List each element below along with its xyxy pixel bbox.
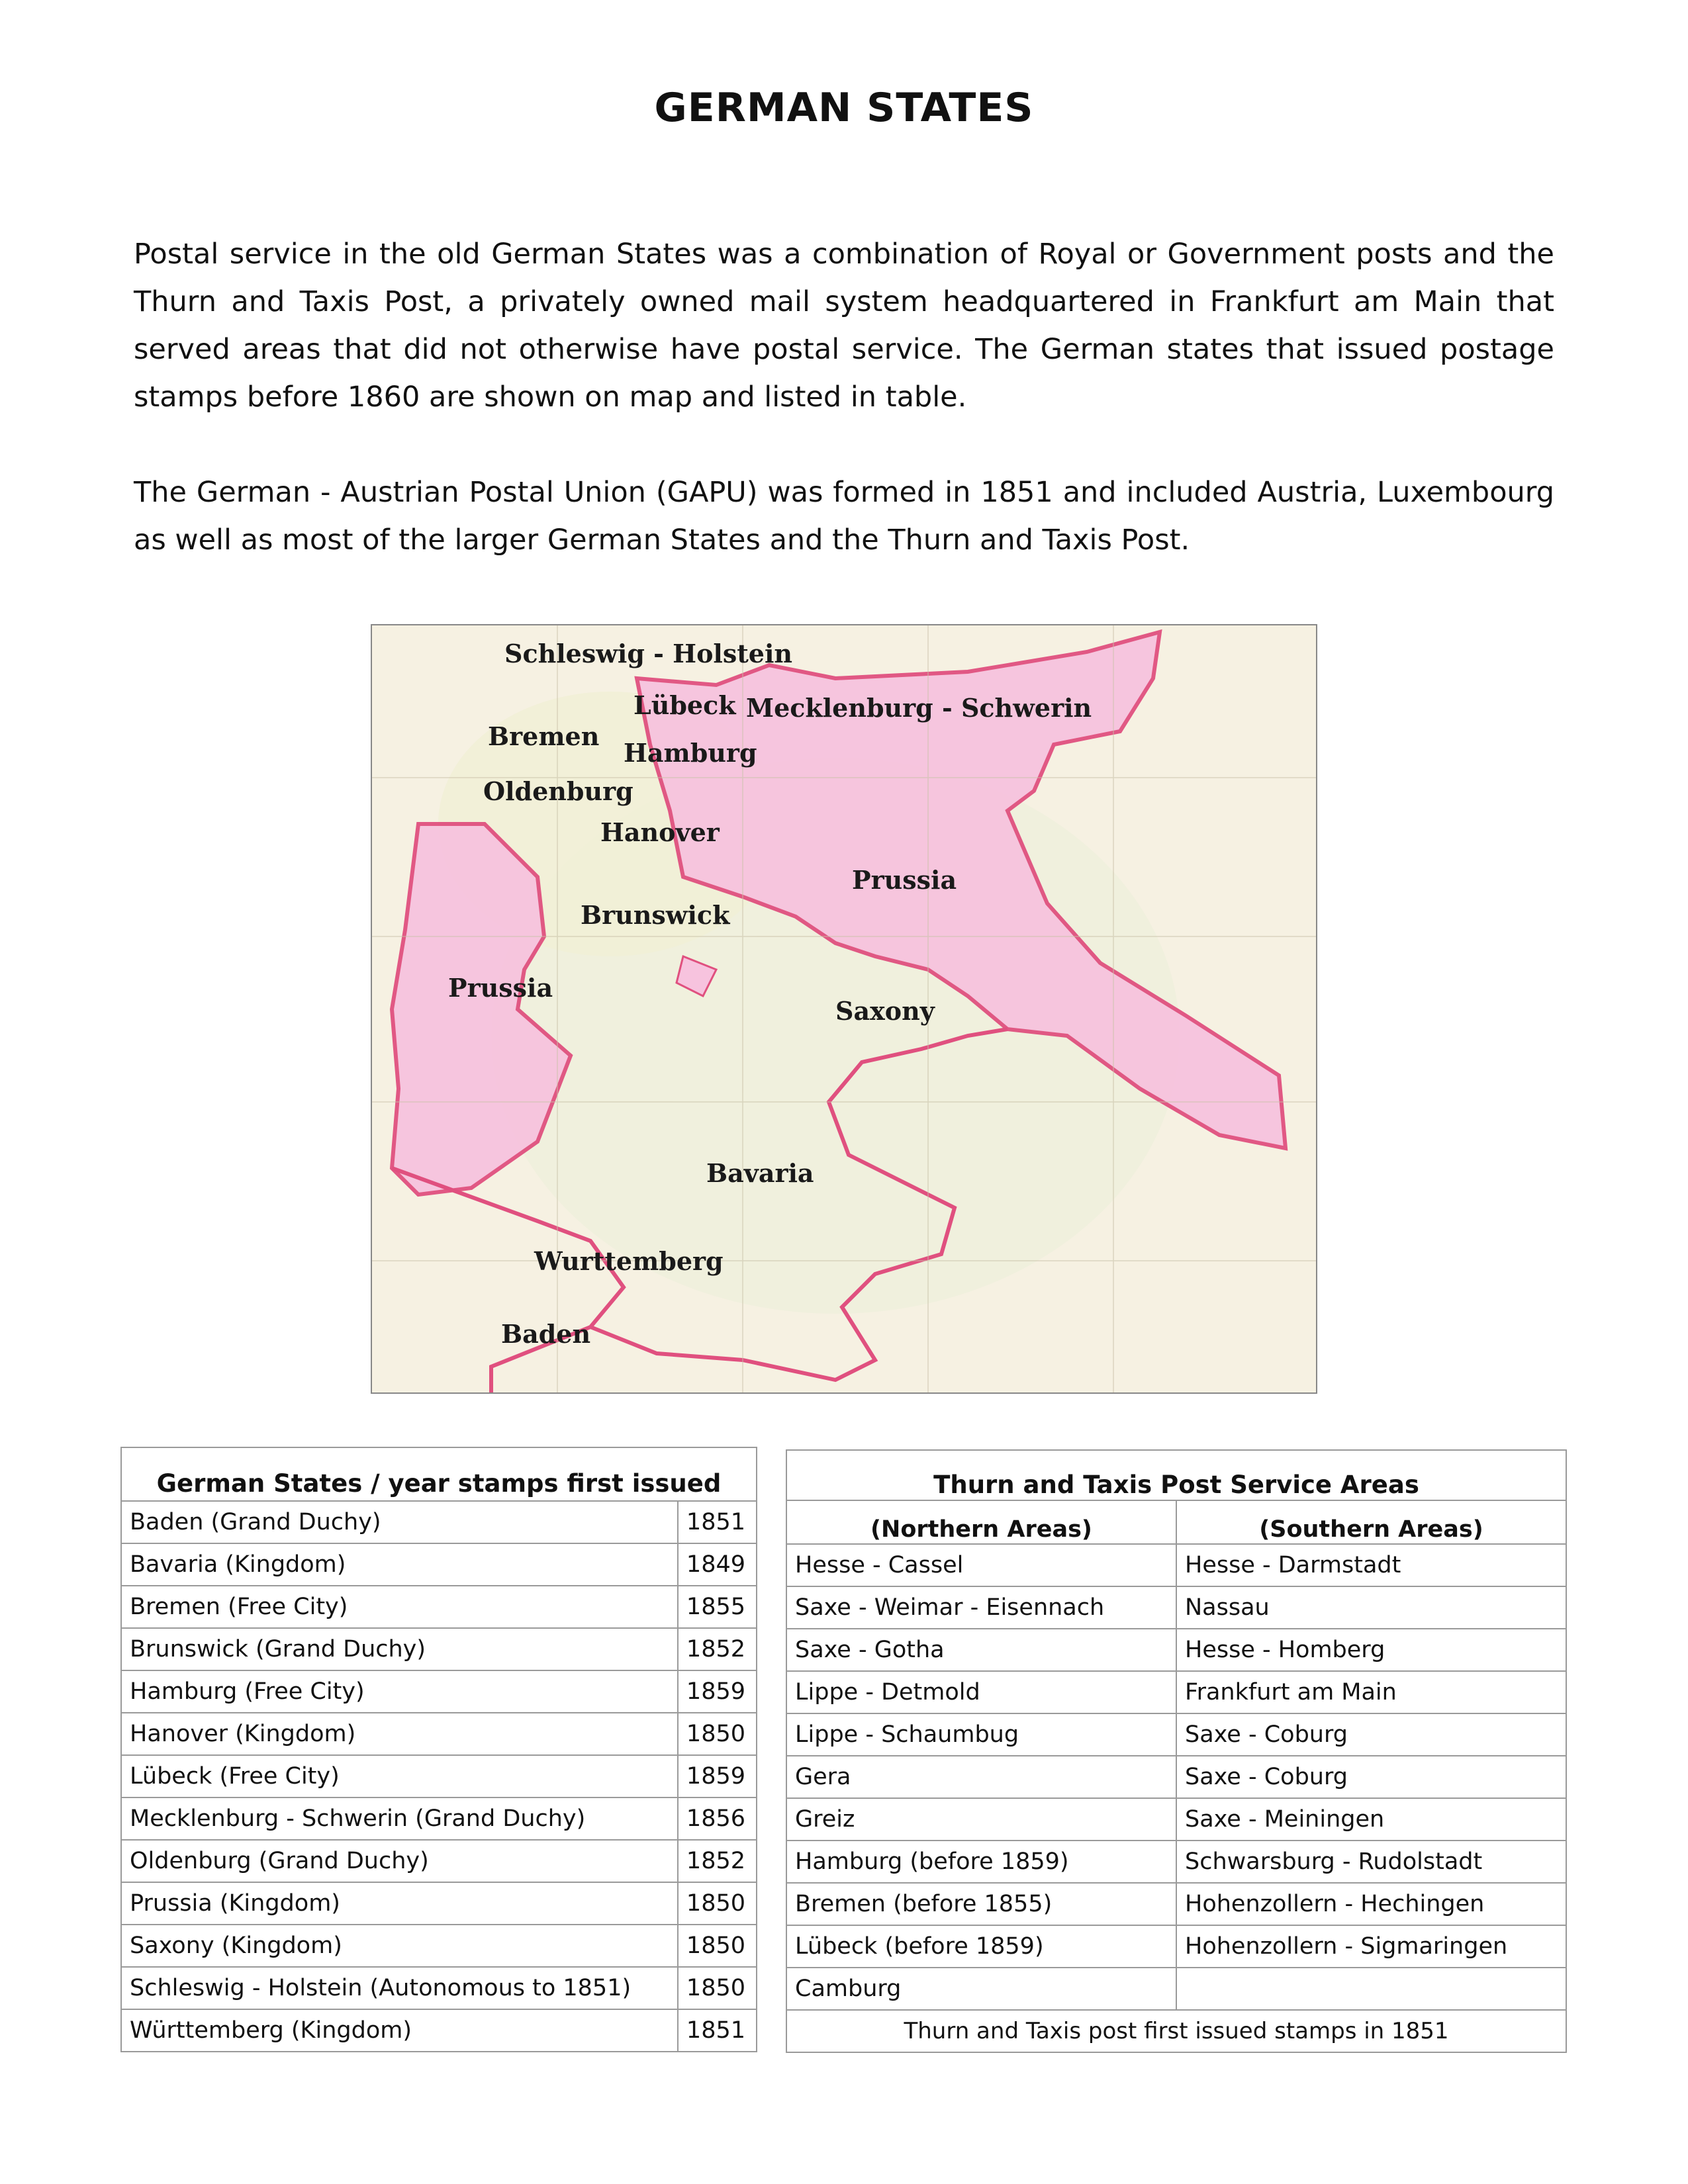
northern-area-cell: Saxe - Gotha [786, 1629, 1176, 1671]
states-table-body [121, 1501, 757, 2052]
table-row [121, 1967, 757, 2009]
state-year-cell: 1859 [678, 1755, 757, 1797]
northern-area-cell: Hesse - Cassel [786, 1544, 1176, 1586]
southern-area-cell: Saxe - Meiningen [1176, 1798, 1566, 1841]
map-label-brunswick: Brunswick [581, 900, 730, 930]
table-row [786, 1798, 1566, 1841]
state-name-cell: Württemberg (Kingdom) [121, 2009, 678, 2052]
northern-areas-header: (Northern Areas) [786, 1500, 1176, 1544]
northern-area-cell: Gera [786, 1756, 1176, 1798]
southern-area-cell: Hesse - Darmstadt [1176, 1544, 1566, 1586]
southern-areas-header: (Southern Areas) [1176, 1500, 1566, 1544]
state-year-cell: 1851 [678, 2009, 757, 2052]
state-year-cell: 1849 [678, 1543, 757, 1586]
table-row [121, 1670, 757, 1713]
thurn-table-body [786, 1544, 1566, 2010]
table-row [121, 1840, 757, 1882]
table-row [786, 1756, 1566, 1798]
thurn-table-header: Thurn and Taxis Post Service Areas [786, 1450, 1566, 1500]
state-year-cell: 1856 [678, 1797, 757, 1840]
state-name-cell: Saxony (Kingdom) [121, 1925, 678, 1967]
state-year-cell: 1855 [678, 1586, 757, 1628]
southern-area-cell: Nassau [1176, 1586, 1566, 1629]
german-states-map [371, 624, 1317, 1394]
state-name-cell: Baden (Grand Duchy) [121, 1501, 678, 1543]
table-row [121, 2009, 757, 2052]
table-row [121, 1797, 757, 1840]
map-label-hamburg: Hamburg [624, 738, 757, 768]
state-year-cell: 1851 [678, 1501, 757, 1543]
table-row [786, 1671, 1566, 1713]
southern-area-cell: Saxe - Coburg [1176, 1713, 1566, 1756]
table-row [121, 1882, 757, 1925]
table-row [786, 1629, 1566, 1671]
map-label-bremen: Bremen [488, 721, 600, 751]
state-year-cell: 1852 [678, 1840, 757, 1882]
map-label-prussia-west: Prussia [448, 973, 553, 1003]
state-name-cell: Lübeck (Free City) [121, 1755, 678, 1797]
german-states-table [120, 1447, 757, 2052]
map-label-mecklenburg: Mecklenburg - Schwerin [746, 693, 1092, 723]
state-name-cell: Schleswig - Holstein (Autonomous to 1851) [121, 1967, 678, 2009]
northern-area-cell: Saxe - Weimar - Eisennach [786, 1586, 1176, 1629]
table-row [121, 1628, 757, 1670]
northern-area-cell: Lübeck (before 1859) [786, 1925, 1176, 1968]
map-label-oldenburg: Oldenburg [483, 776, 633, 806]
southern-area-cell: Hesse - Homberg [1176, 1629, 1566, 1671]
table-row [121, 1713, 757, 1755]
state-name-cell: Bavaria (Kingdom) [121, 1543, 678, 1586]
table-row [121, 1755, 757, 1797]
state-year-cell: 1850 [678, 1882, 757, 1925]
southern-area-cell: Frankfurt am Main [1176, 1671, 1566, 1713]
southern-area-cell: Hohenzollern - Sigmaringen [1176, 1925, 1566, 1968]
table-row [121, 1501, 757, 1543]
table-row [786, 1841, 1566, 1883]
northern-area-cell: Lippe - Schaumbug [786, 1713, 1176, 1756]
northern-area-cell: Lippe - Detmold [786, 1671, 1176, 1713]
state-name-cell: Hamburg (Free City) [121, 1670, 678, 1713]
northern-area-cell: Greiz [786, 1798, 1176, 1841]
map-label-schleswig-holstein: Schleswig - Holstein [504, 639, 793, 668]
table-row [121, 1925, 757, 1967]
intro-paragraph: Postal service in the old German States was a combination of Royal or Government posts and the Thurn and Taxis Post, a privately owned mail system headquartered in Frankfurt am Main that served areas that did not otherwise have postal service. The German states that issued postage stamps before 1860 are shown on map and listed in table. [134, 238, 1554, 414]
state-name-cell: Mecklenburg - Schwerin (Grand Duchy) [121, 1797, 678, 1840]
northern-area-cell: Camburg [786, 1968, 1176, 2010]
table-row [786, 1713, 1566, 1756]
page-title: GERMAN STATES [654, 85, 1034, 131]
map-label-bavaria: Bavaria [706, 1158, 814, 1188]
map-label-lubeck: Lübeck [633, 690, 736, 720]
northern-area-cell: Hamburg (before 1859) [786, 1841, 1176, 1883]
table-row [121, 1543, 757, 1586]
table-row [786, 1544, 1566, 1586]
map-label-hanover: Hanover [600, 817, 720, 847]
state-year-cell: 1850 [678, 1967, 757, 2009]
state-name-cell: Oldenburg (Grand Duchy) [121, 1840, 678, 1882]
map-label-saxony: Saxony [835, 996, 935, 1026]
gapu-paragraph: The German - Austrian Postal Union (GAPU) was formed in 1851 and included Austria, Luxembourg as well as most of the larger German States and the Thurn and Taxis Post. [134, 476, 1554, 557]
southern-area-cell: Hohenzollern - Hechingen [1176, 1883, 1566, 1925]
map-label-prussia-east: Prussia [852, 865, 957, 895]
table-row [786, 1883, 1566, 1925]
southern-area-cell: Saxe - Coburg [1176, 1756, 1566, 1798]
state-year-cell: 1852 [678, 1628, 757, 1670]
thurn-table-footer: Thurn and Taxis post first issued stamps in 1851 [786, 2010, 1566, 2052]
state-year-cell: 1859 [678, 1670, 757, 1713]
state-name-cell: Brunswick (Grand Duchy) [121, 1628, 678, 1670]
state-name-cell: Bremen (Free City) [121, 1586, 678, 1628]
state-name-cell: Hanover (Kingdom) [121, 1713, 678, 1755]
state-name-cell: Prussia (Kingdom) [121, 1882, 678, 1925]
southern-area-cell [1176, 1968, 1566, 2010]
states-table-header: German States / year stamps first issued [121, 1447, 757, 1501]
table-row [121, 1586, 757, 1628]
map-label-baden: Baden [501, 1319, 591, 1349]
table-row [786, 1586, 1566, 1629]
thurn-taxis-table [786, 1449, 1567, 2053]
table-row [786, 1968, 1566, 2010]
southern-area-cell: Schwarsburg - Rudolstadt [1176, 1841, 1566, 1883]
map-label-wurttemberg: Wurttemberg [534, 1246, 724, 1276]
northern-area-cell: Bremen (before 1855) [786, 1883, 1176, 1925]
table-row [786, 1925, 1566, 1968]
state-year-cell: 1850 [678, 1713, 757, 1755]
state-year-cell: 1850 [678, 1925, 757, 1967]
